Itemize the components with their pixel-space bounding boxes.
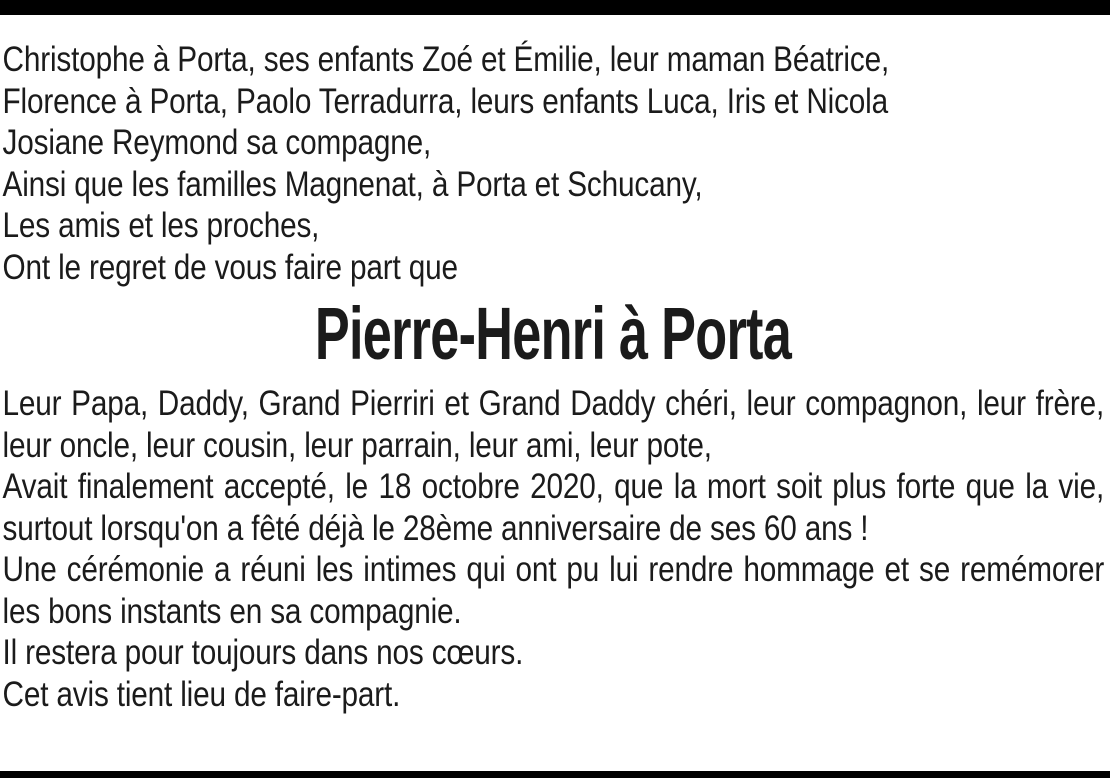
notice-paragraph: Une cérémonie a réuni les intimes qui ont pu lui rendre hommage et se remémorer les bons instants en sa compagnie. xyxy=(2,550,1105,631)
notice-body-block xyxy=(3,383,1105,715)
notice-paragraph: Leur Papa, Daddy, Grand Pierriri et Grand Daddy chéri, leur compagnon, leur frère, leur oncle, leur cousin, leur parrain, leur ami, leur pote, xyxy=(2,384,1105,465)
intro-line: Ont le regret de vous faire part que xyxy=(2,247,458,287)
relatives-intro-block xyxy=(3,39,1105,288)
intro-line: Josiane Reymond sa compagne, xyxy=(2,123,432,162)
notice-content xyxy=(0,15,1110,715)
top-border-bar xyxy=(0,0,1110,15)
intro-line: Christophe à Porta, ses enfants Zoé et Émilie, leur maman Béatrice, xyxy=(2,40,890,79)
notice-paragraph: Avait finalement accepté, le 18 octobre 2020, que la mort soit plus forte que la vie, surtout lorsqu'on a fêté déjà le 28ème anniversaire de ses 60 ans ! xyxy=(2,467,1105,548)
notice-paragraph: Il restera pour toujours dans nos cœurs. xyxy=(2,633,524,672)
intro-line: Ainsi que les familles Magnenat, à Porta et Schucany, xyxy=(2,164,703,204)
notice-paragraph: Cet avis tient lieu de faire-part. xyxy=(2,674,401,714)
deceased-name-title xyxy=(3,292,1105,375)
deceased-name-text: Pierre-Henri à Porta xyxy=(315,292,792,375)
bottom-border-bar xyxy=(0,771,1110,778)
intro-line: Les amis et les proches, xyxy=(2,206,320,245)
intro-line: Florence à Porta, Paolo Terradurra, leurs enfants Luca, Iris et Nicola xyxy=(2,81,889,121)
